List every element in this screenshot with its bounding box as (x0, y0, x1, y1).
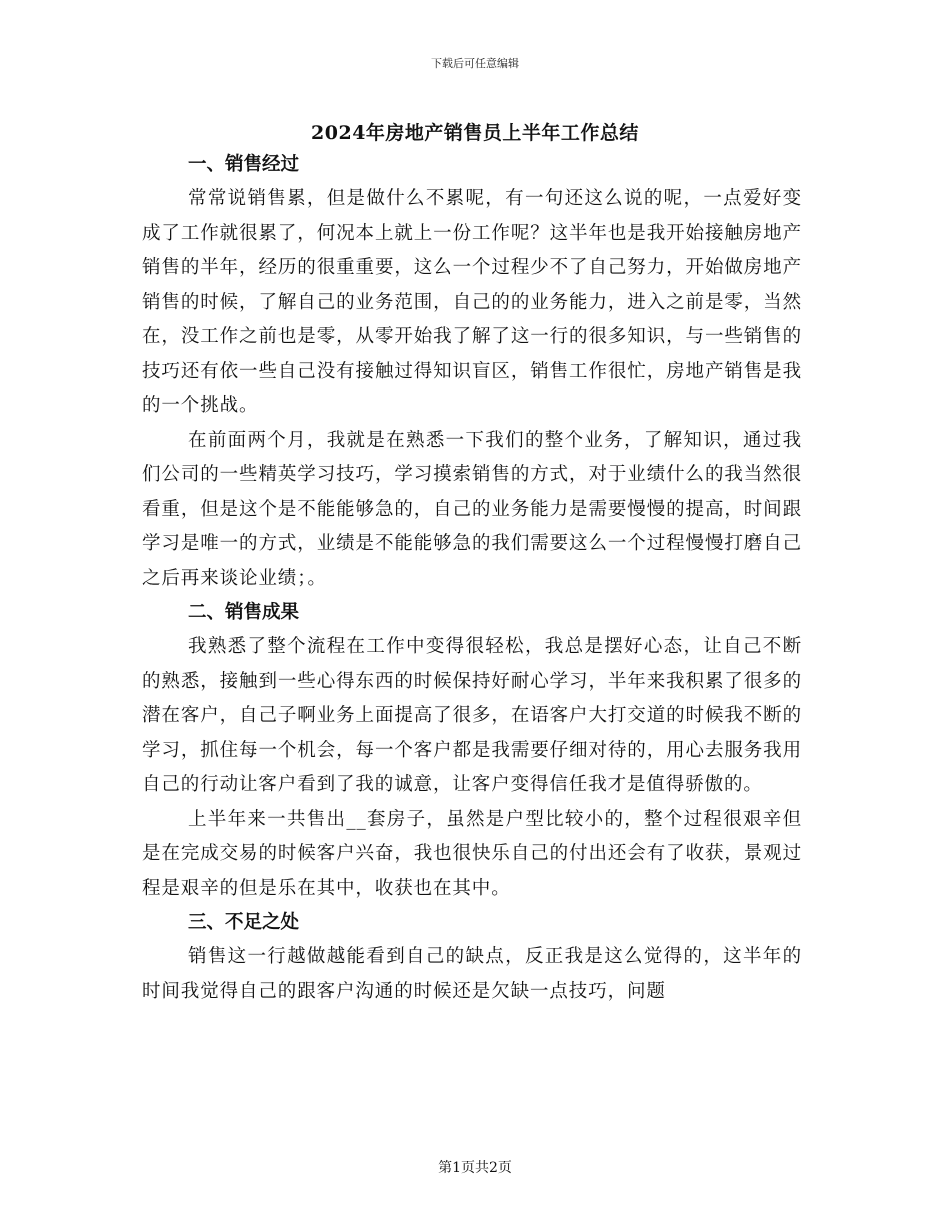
paragraph: 上半年来一共售出__套房子，虽然是户型比较小的，整个过程很艰辛但是在完成交易的时候客户兴奋，我也很快乐自己的付出还会有了收获，景观过程是艰辛的但是乐在其中，收获也在其中。 (142, 808, 802, 899)
document-title: 2024年房地产销售员上半年工作总结 (311, 122, 639, 144)
section-heading: 二、销售成果 (188, 602, 300, 623)
section-heading: 一、销售经过 (188, 154, 300, 175)
section-shortcomings (142, 906, 802, 1009)
page-number-footer: 第1页共2页 (438, 1160, 512, 1176)
paragraph: 销售这一行越做越能看到自己的缺点，反正我是这么觉得的，这半年的时间我觉得自己的跟客户沟通的时候还是欠缺一点技巧，问题 (142, 946, 802, 1002)
paragraph: 我熟悉了整个流程在工作中变得很轻松，我总是摆好心态，让自己不断的熟悉，接触到一些心得东西的时候保持好耐心学习，半年来我积累了很多的潜在客户，自己子啊业务上面提高了很多，在语客户大打交道的时候我不断的学习，抓住每一个机会，每一个客户都是我需要仔细对待的，用心去服务我用自己的行动让客户看到了我的诚意，让客户变得信任我才是值得骄傲的。 (142, 636, 802, 795)
section-heading: 三、不足之处 (188, 912, 300, 933)
section-sales-results (142, 596, 802, 906)
paragraph: 常常说销售累，但是做什么不累呢，有一句还这么说的呢，一点爱好变成了工作就很累了，何况本上就上一份工作呢？这半年也是我开始接触房地产销售的半年，经历的很重重要，这么一个过程少不了自己努力，开始做房地产销售的时候，了解自己的业务范围，自己的的业务能力，进入之前是零，当然在，没工作之前也是零，从零开始我了解了这一行的很多知识，与一些销售的技巧还有依一些自己没有接触过得知识盲区，销售工作很忙，房地产销售是我的一个挑战。 (142, 188, 802, 416)
section-sales-process (142, 148, 802, 596)
document-body (142, 148, 802, 1009)
paragraph: 在前面两个月，我就是在熟悉一下我们的整个业务，了解知识，通过我们公司的一些精英学习技巧，学习摸索销售的方式，对于业绩什么的我当然很看重，但是这个是不能能够急的，自己的业务能力是需要慢慢的提高，时间跟学习是唯一的方式，业绩是不能能够急的我们需要这么一个过程慢慢打磨自己之后再来谈论业绩；。 (142, 429, 802, 589)
page-header: 下载后可任意编辑 (431, 57, 519, 70)
